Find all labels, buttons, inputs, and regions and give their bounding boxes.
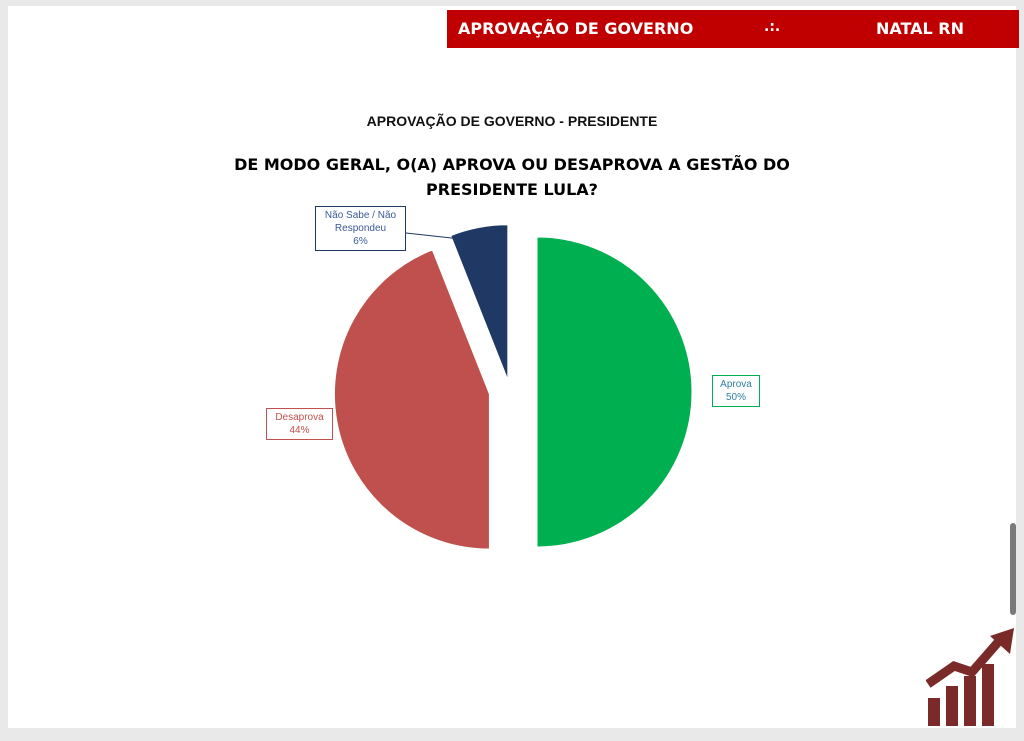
data-label-nao-sabe-name: Não Sabe / Não Respondeu — [324, 210, 397, 234]
data-label-desaprova — [266, 408, 333, 440]
data-label-nao-sabe — [315, 206, 406, 251]
slice-aprova — [537, 237, 692, 547]
vertical-scrollbar[interactable] — [1010, 523, 1016, 615]
data-label-aprova-value: 50% — [725, 392, 746, 403]
rising-bar-chart-logo-icon — [926, 628, 1016, 728]
banner-location: NATAL RN — [875, 19, 964, 38]
chart-question: DE MODO GERAL, O(A) APROVA OU DESAPROVA A GESTÃO DO PRESIDENTE LULA? — [234, 155, 790, 199]
data-label-desaprova-value: 44% — [289, 425, 310, 436]
banner-title: APROVAÇÃO DE GOVERNO — [458, 19, 694, 38]
data-label-aprova — [712, 375, 760, 407]
data-label-aprova-name: Aprova — [720, 379, 752, 390]
data-label-desaprova-name: Desaprova — [275, 412, 324, 423]
banner-separator: .:. — [764, 19, 781, 35]
chart-title: APROVAÇÃO DE GOVERNO - PRESIDENTE — [366, 113, 658, 129]
slice-desaprova — [334, 250, 489, 549]
data-label-nao-sabe-value: 6% — [353, 236, 368, 247]
